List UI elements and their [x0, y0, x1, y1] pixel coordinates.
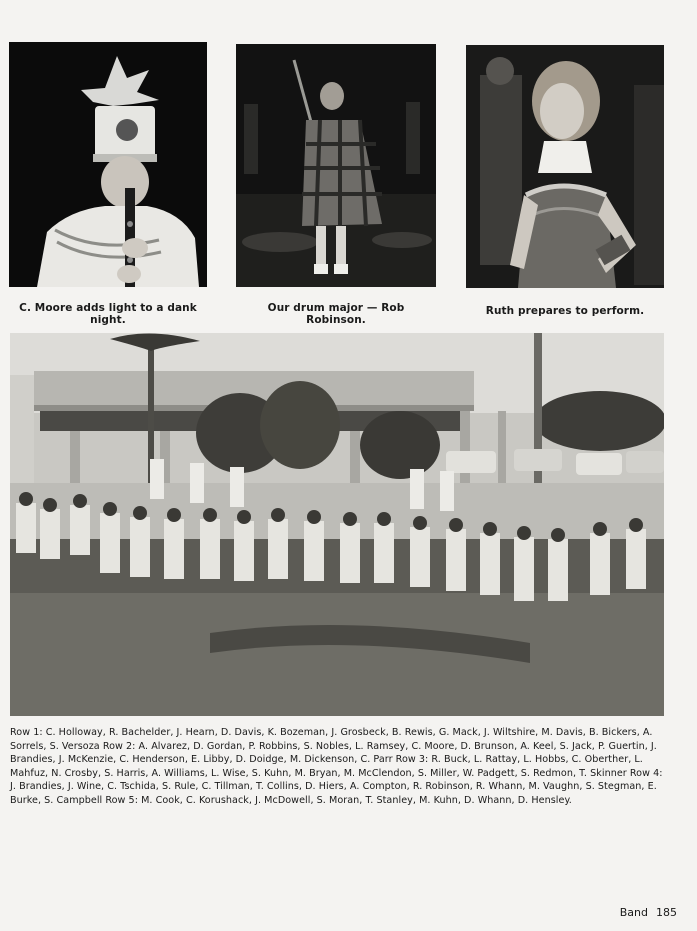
- caption-photo-3: Ruth prepares to perform.: [485, 305, 645, 317]
- page-footer: [612, 906, 677, 919]
- caption-photo-1: C. Moore adds light to a dank night.: [19, 302, 197, 326]
- caption-photo-2: Our drum major — Rob Robinson.: [267, 302, 405, 326]
- photo-drum-major-image: [236, 44, 436, 287]
- photo-drum-major: [236, 44, 436, 287]
- footer-page-number: 185: [656, 906, 677, 919]
- photo-band-group: [10, 333, 664, 716]
- photo-clarinet-player: [9, 42, 207, 287]
- photo-majorette-image: [466, 45, 664, 288]
- photo-majorette: [466, 45, 664, 288]
- photo-clarinet-player-image: [9, 42, 207, 287]
- footer-section: Band: [619, 906, 648, 919]
- photo-band-group-image: [10, 333, 664, 716]
- band-roster: Row 1: C. Holloway, R. Bachelder, J. Hearn, D. Davis, K. Bozeman, J. Grosbeck, B. Rewis, G. Mack, J. Wiltshire, M. Davis, B. Bickers, A. Sorrels, S. Versoza Row 2: A. Alvarez, D. Gordan, P. Robbins, S. Nobles, L. Ramsey, C. Moore, D. Brunson, A. Keel, S. Jack, P. Guertin, J. Brandies, J. McKenzie, C. Henderson, E. Libby, D. Doidge, M. Dickenson, C. Parr Row 3: R. Buck, L. Rattay, L. Hobbs, C. Oberther, L. Mahfuz, N. Crosby, S. Harris, A. Williams, L. Wise, S. Kuhn, M. Bryan, M. McClendon, S. Miller, W. Padgett, S. Redmon, T. Skinner Row 4: J. Brandies, J. Wine, C. Tschida, S. Rule, C. Tillman, T. Collins, D. Hiers, A. Compton, R. Robinson, R. Whann, M. Vaughn, S. Stegman, E. Burke, S. Campbell Row 5: M. Cook, C. Korushack, J. McDowell, S. Moran, T. Stanley, M. Kuhn, D. Whann, D. Hensley.: [10, 727, 663, 806]
